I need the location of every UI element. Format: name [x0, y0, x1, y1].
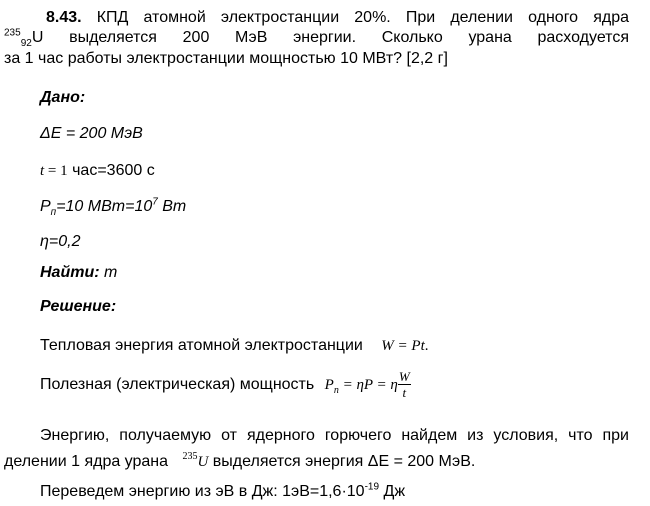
- useful-formula: $P_п = \eta P = \eta$ $\frac{W}{t}$: [324, 369, 410, 401]
- given-energy: ΔE = 200 МэВ: [40, 125, 143, 142]
- given-efficiency: η=0,2: [40, 233, 81, 250]
- given-heading: Дано:: [40, 89, 86, 106]
- given-time: [40, 161, 155, 181]
- problem-text-3: за 1 час работы электростанции мощностью 10 МВт? [2,2 г]: [4, 50, 448, 67]
- time-rest: час=3600 с: [67, 162, 155, 179]
- useful-power-line: [40, 366, 411, 410]
- time-eq: = 1: [44, 163, 68, 179]
- problem-line-2: [4, 28, 629, 48]
- convert-line: Переведем энергию из эВ в Дж: $1эВ=1,6\cdot 10^{-19}$ Дж: [40, 481, 406, 500]
- time-symbol: t: [40, 163, 45, 179]
- problem-line-3: [4, 49, 448, 69]
- thermal-end: .: [424, 338, 429, 354]
- problem-text-2: выделяется 200 МэВ энергии. Сколько урана расходуется: [69, 29, 629, 46]
- uranium-symbol: $^{235}$U: [182, 451, 209, 470]
- solution-heading: Решение:: [40, 298, 117, 315]
- useful-text: Полезная (электрическая) мощность: [40, 376, 315, 393]
- problem-line-1: [46, 8, 629, 28]
- find-value: m: [99, 264, 118, 281]
- problem-number: 8.43.: [46, 9, 82, 26]
- isotope: $^{235}_{92}$U: [4, 27, 44, 50]
- find-heading: Найти:: [40, 264, 100, 281]
- thermal-formula: W = Pt: [381, 338, 425, 354]
- thermal-energy-line: [40, 336, 429, 356]
- energy-line-2: делении 1 ядра урана $^{235}$U выделяется энергия ΔE = 200 МэВ.: [4, 451, 476, 470]
- given-power: $P_п=10$ $МВт=10^7$ Вт: [40, 196, 187, 219]
- problem-text-1: КПД атомной электростанции 20%. При делении одного ядра: [96, 9, 629, 26]
- find-line: [40, 263, 117, 283]
- fraction: $\frac{W}{t}$: [398, 369, 410, 401]
- energy-line-1: Энергию, получаемую от ядерного горючего найдем из условия, что при: [40, 427, 629, 444]
- thermal-text: Тепловая энергия атомной электростанции: [40, 337, 363, 354]
